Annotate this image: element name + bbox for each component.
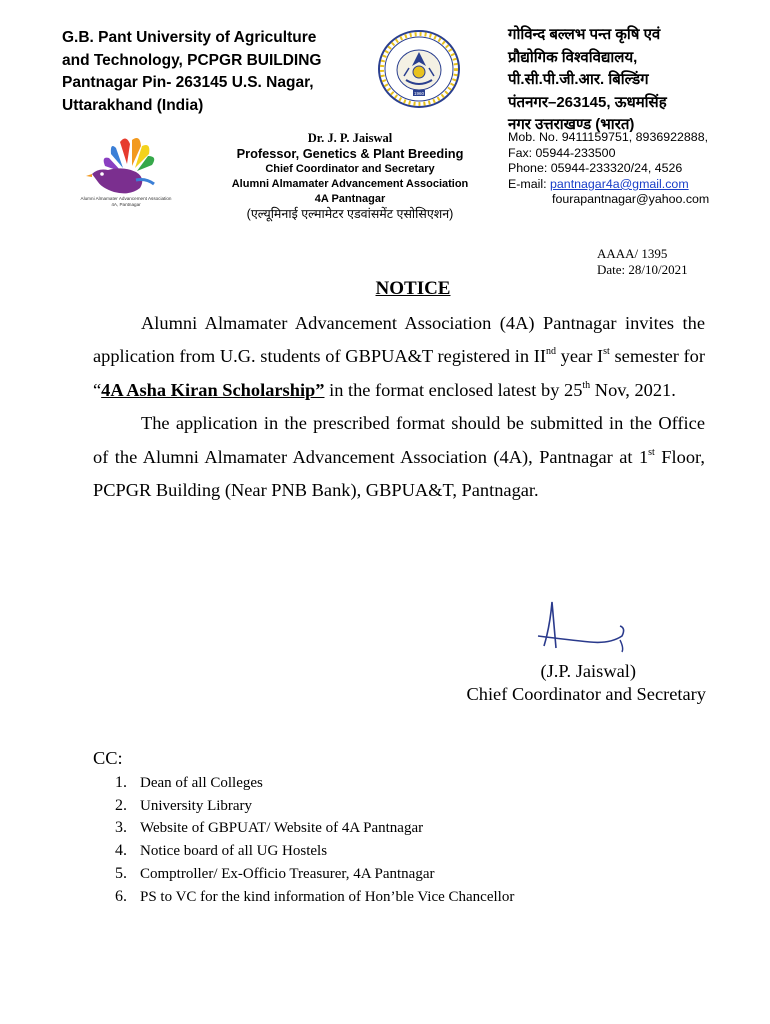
contact-mobile: Mob. No. 9411159751, 8936922888, bbox=[508, 130, 709, 144]
university-name-hindi-line: पंतनगर–263145, ऊधमसिंह bbox=[508, 93, 667, 111]
cc-list bbox=[115, 772, 514, 908]
contact-block bbox=[508, 130, 763, 208]
p1-sup-st: st bbox=[603, 346, 610, 358]
reference-number: AAAA/ 1395 bbox=[597, 246, 668, 261]
contact-fax: Fax: 05944-233500 bbox=[508, 145, 616, 160]
reference-block bbox=[597, 246, 688, 278]
cc-item-number: 1. bbox=[115, 774, 127, 791]
officer-branch: 4A Pantnagar bbox=[314, 193, 386, 206]
officer-association: Alumni Almamater Advancement Association bbox=[231, 177, 469, 190]
email-secondary: fourapantnagar@yahoo.com bbox=[552, 192, 710, 207]
university-name-hindi-line: पी.सी.पी.जी.आर. बिल्डिंग bbox=[508, 71, 649, 89]
notice-paragraph-1 bbox=[93, 307, 705, 407]
p2-text-b: Floor, PCPGR Building (Near PNB Bank), GBPUA&T, Pantnagar. bbox=[93, 446, 706, 501]
university-name-line: Uttarakhand (India) bbox=[62, 96, 204, 114]
notice-body bbox=[93, 307, 705, 507]
signatory-title: Chief Coordinator and Secretary bbox=[466, 684, 706, 704]
cc-item-number: 2. bbox=[115, 796, 127, 814]
university-name-line: Pantnagar Pin- 263145 U.S. Nagar, bbox=[62, 74, 314, 91]
cc-item-text: Dean of all Colleges bbox=[140, 775, 263, 791]
officer-association-hindi: (एल्यूमिनाई एल्मामेटर एडवांसमेंट एसोसिएशन) bbox=[246, 207, 454, 222]
cc-item-text: Notice board of all UG Hostels bbox=[140, 843, 328, 860]
p1-sup-th: th bbox=[582, 379, 591, 391]
signature-icon bbox=[530, 596, 640, 662]
university-name-line: G.B. Pant University of Agriculture bbox=[62, 29, 317, 46]
university-name-hindi-line: गोविन्द बल्लभ पन्त कृषि एवं bbox=[508, 26, 661, 43]
university-seal-icon bbox=[376, 28, 462, 110]
email-label: E-mail: bbox=[508, 176, 547, 191]
cc-list-item bbox=[115, 863, 514, 886]
logo-caption-line: Alumni Almamater Advancement Association bbox=[80, 196, 172, 201]
university-name-hindi bbox=[508, 24, 758, 137]
cc-list-item bbox=[115, 817, 514, 840]
notice-title: NOTICE bbox=[375, 278, 451, 299]
p2-text-a: The application in the prescribed format should be submitted in the Office of the Alumni Almamater Advancement Association (4A), Pantnagar at 1 bbox=[93, 413, 705, 467]
cc-item-text: PS to VC for the kind information of Hon’ble Vice Chancellor bbox=[140, 888, 515, 905]
seal-year: 1960 bbox=[413, 91, 425, 96]
cc-item-number: 6. bbox=[115, 887, 127, 905]
email-link-primary[interactable]: pantnagar4a@gmail.com bbox=[550, 176, 689, 191]
reference-date: Date: 28/10/2021 bbox=[597, 262, 688, 277]
p1-text-d: in the format enclosed latest by 25 bbox=[324, 379, 583, 400]
p1-text-c: semester for “ bbox=[93, 346, 706, 400]
university-name-hindi-line: प्रौद्योगिक विश्वविद्यालय, bbox=[508, 48, 638, 66]
signatory-block bbox=[420, 660, 706, 706]
cc-list-item bbox=[115, 795, 514, 818]
contact-phone: Phone: 05944-233320/24, 4526 bbox=[508, 161, 683, 176]
cc-item-number: 4. bbox=[115, 842, 127, 860]
university-name-line: and Technology, PCPGR BUILDING bbox=[62, 51, 322, 69]
p2-sup-st: st bbox=[648, 446, 655, 458]
logo-caption-line: 4A, Pantnagar bbox=[111, 202, 141, 207]
cc-item-text: Website of GBPUAT/ Website of 4A Pantnagar bbox=[140, 820, 424, 837]
cc-item-text: University Library bbox=[140, 797, 253, 814]
signatory-name: (J.P. Jaiswal) bbox=[540, 661, 636, 681]
university-name-hindi-line: नगर उत्तराखण्ड (भारत) bbox=[508, 116, 635, 134]
cc-list-item bbox=[115, 840, 514, 863]
officer-block bbox=[205, 131, 495, 223]
officer-name: Dr. J. P. Jaiswal bbox=[307, 131, 393, 145]
cc-list-item bbox=[115, 886, 514, 909]
officer-role: Chief Coordinator and Secretary bbox=[265, 162, 435, 175]
cc-list-item bbox=[115, 772, 514, 795]
p1-text-e: Nov, 2021. bbox=[590, 379, 676, 400]
p1-text-a: Alumni Almamater Advancement Association (4A) Pantnagar invites the application from U.G. students of GBPUA&T registered in II bbox=[93, 313, 705, 367]
notice-paragraph-2 bbox=[93, 407, 705, 507]
cc-item-text: Comptroller/ Ex-Officio Treasurer, 4A Pantnagar bbox=[140, 865, 435, 882]
officer-designation: Professor, Genetics & Plant Breeding bbox=[236, 146, 464, 162]
contact-email-row bbox=[508, 177, 763, 193]
university-name-english bbox=[62, 27, 362, 117]
association-logo-caption bbox=[80, 196, 172, 208]
p1-sup-nd: nd bbox=[545, 346, 556, 358]
scholarship-name: 4A Asha Kiran Scholarship” bbox=[101, 379, 325, 400]
cc-label: CC: bbox=[93, 748, 123, 768]
cc-item-number: 3. bbox=[115, 819, 127, 837]
cc-item-number: 5. bbox=[115, 864, 127, 882]
p1-text-b: year I bbox=[555, 346, 604, 367]
